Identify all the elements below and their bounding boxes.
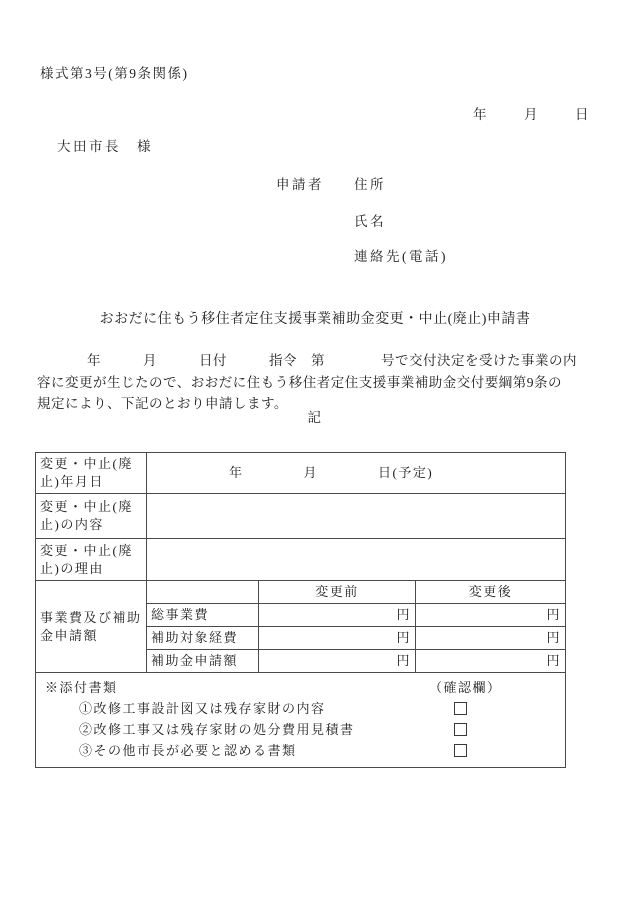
attachment-1-checkbox-icon[interactable] xyxy=(454,702,467,715)
column-header-after: 変更後 xyxy=(416,581,566,604)
applicant-label: 申請者 xyxy=(276,177,324,192)
change-content-cell[interactable] xyxy=(147,494,566,539)
attachment-item xyxy=(40,698,561,719)
body-paragraph xyxy=(37,350,607,415)
change-date-cell[interactable] xyxy=(147,453,566,494)
date-year-label: 年 xyxy=(473,107,488,122)
total-cost-label: 総事業費 xyxy=(147,604,259,627)
attachments-header xyxy=(40,678,561,698)
year-label: 年 xyxy=(229,465,244,480)
change-date-value xyxy=(147,464,565,482)
attachment-2-checkbox-icon[interactable] xyxy=(454,723,467,736)
form-number: 様式第3号(第9条関係) xyxy=(40,66,189,81)
applicant-address-label: 住所 xyxy=(354,177,386,192)
attachments-cell xyxy=(36,673,566,768)
month-label: 月 xyxy=(303,465,319,480)
application-table xyxy=(35,452,566,768)
eligible-expense-after-cell[interactable]: 円 xyxy=(416,627,566,650)
total-cost-before-cell[interactable]: 円 xyxy=(259,604,416,627)
body-line: 容に変更が生じたので、おおだに住もう移住者定住支援事業補助金交付要綱第9条の xyxy=(37,374,562,390)
check-column-label: （確認欄） xyxy=(429,680,502,695)
budget-section-label: 事業費及び補助金申請額 xyxy=(36,581,147,673)
eligible-expense-label: 補助対象経費 xyxy=(147,627,259,650)
date-day-label: 日 xyxy=(575,107,590,122)
date-month-label: 月 xyxy=(524,107,539,122)
day-planned-label: 日(予定) xyxy=(378,465,434,480)
body-line: 規定により、下記のとおり申請します。 xyxy=(37,396,288,411)
table-row xyxy=(36,539,566,581)
date-line xyxy=(473,103,590,123)
document-title: おおだに住もう移住者定住支援事業補助金変更・中止(廃止)申請書 xyxy=(99,312,531,327)
attachments-heading: ※添付書類 xyxy=(45,680,118,695)
subsidy-amount-label: 補助金申請額 xyxy=(147,650,259,673)
table-row xyxy=(36,581,566,604)
column-header-before: 変更前 xyxy=(259,581,416,604)
attachment-2-label: ②改修工事又は残存家財の処分費用見積書 xyxy=(79,722,355,737)
table-row xyxy=(36,673,566,768)
change-date-label: 変更・中止(廃止)年月日 xyxy=(36,453,147,494)
attachment-item xyxy=(40,719,561,740)
applicant-contact-label: 連絡先(電話) xyxy=(354,249,448,264)
attachment-3-checkbox-icon[interactable] xyxy=(454,744,467,757)
body-line: 年 月 日付 指令 第 号で交付決定を受けた事業の内 xyxy=(87,353,577,368)
attachment-1-label: ①改修工事設計図又は残存家財の内容 xyxy=(79,701,326,716)
applicant-name-label: 氏名 xyxy=(354,214,386,229)
eligible-expense-before-cell[interactable]: 円 xyxy=(259,627,416,650)
change-reason-label: 変更・中止(廃止)の理由 xyxy=(36,539,147,581)
table-row xyxy=(36,453,566,494)
attachment-3-label: ③その他市長が必要と認める書類 xyxy=(79,743,297,758)
change-content-label: 変更・中止(廃止)の内容 xyxy=(36,494,147,539)
table-row xyxy=(36,494,566,539)
change-reason-cell[interactable] xyxy=(147,539,566,581)
budget-subheader-empty-cell xyxy=(147,581,259,604)
subsidy-amount-before-cell[interactable]: 円 xyxy=(259,650,416,673)
total-cost-after-cell[interactable]: 円 xyxy=(416,604,566,627)
attachments-section xyxy=(40,675,561,765)
ki-mark: 記 xyxy=(307,410,323,425)
attachment-item xyxy=(40,740,561,761)
subsidy-amount-after-cell[interactable]: 円 xyxy=(416,650,566,673)
addressee: 大田市長 様 xyxy=(57,139,153,154)
